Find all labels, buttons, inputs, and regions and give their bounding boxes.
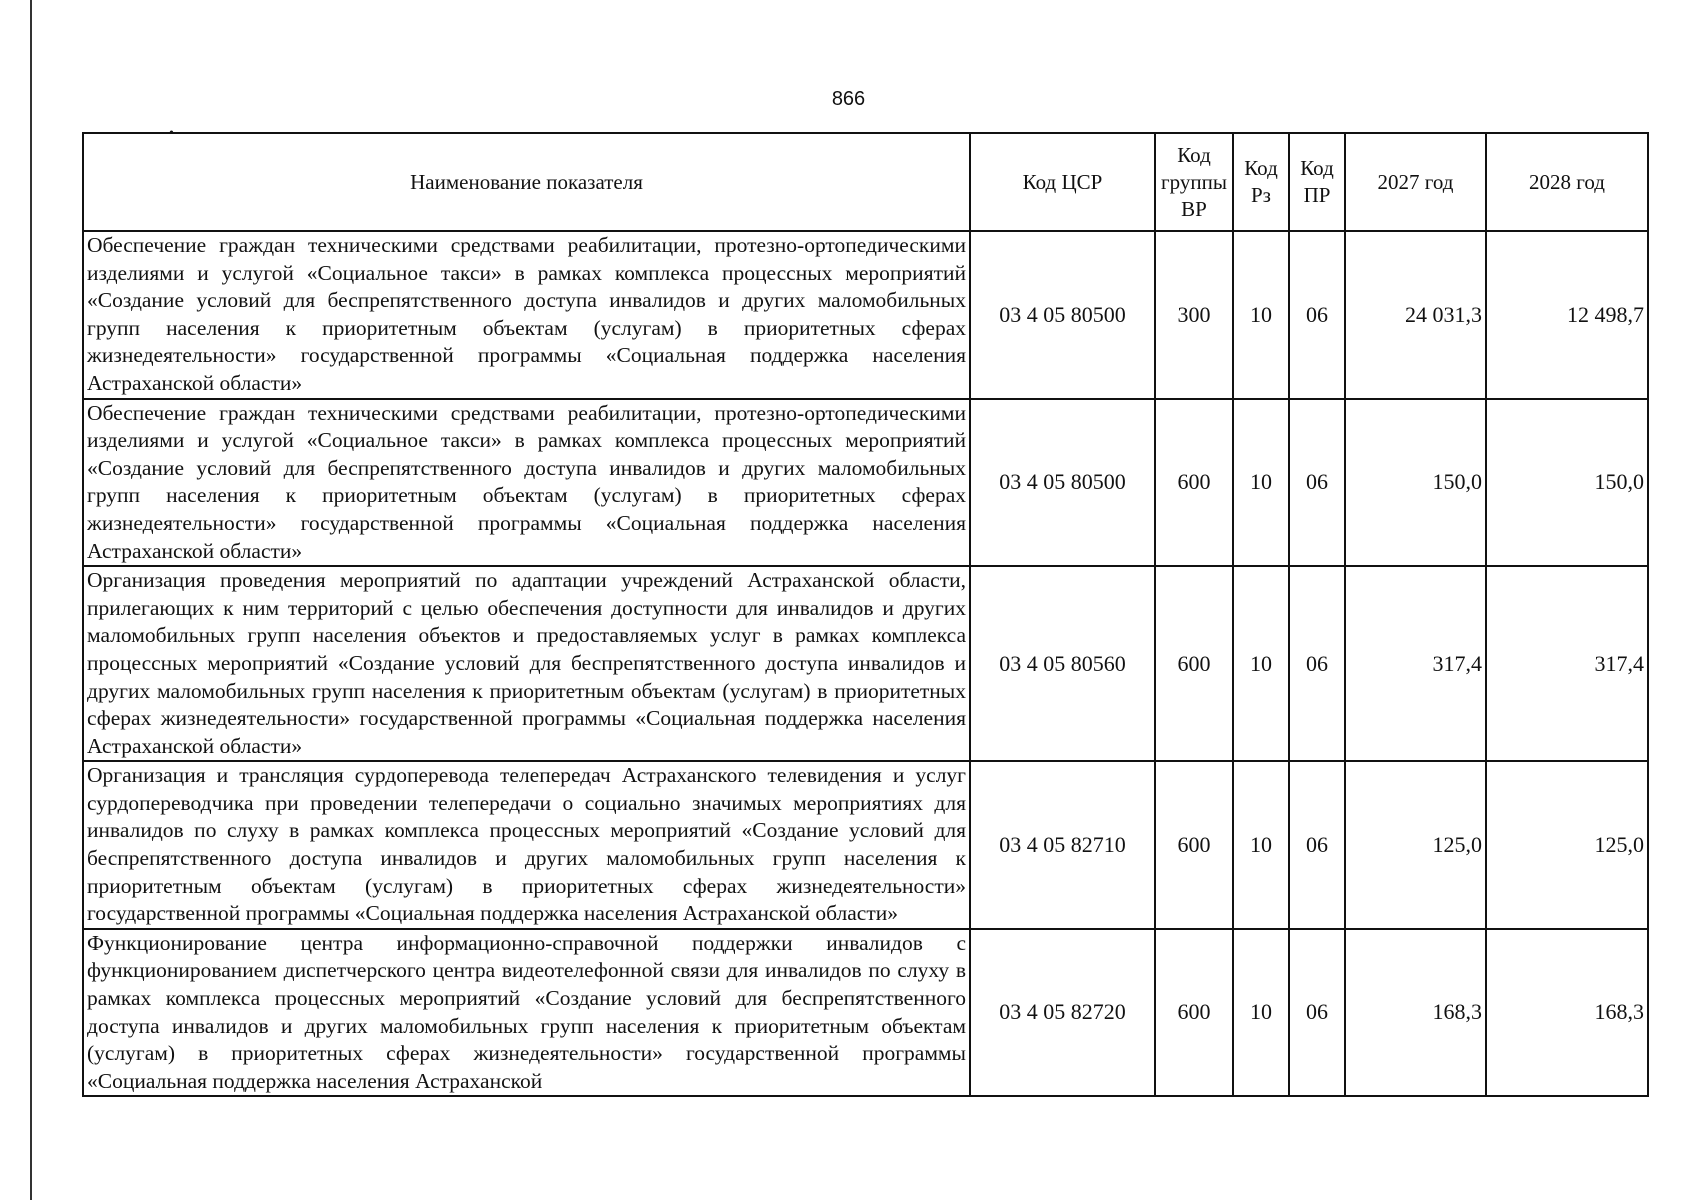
row-vr: 600 (1155, 566, 1233, 761)
row-rz: 10 (1233, 231, 1289, 399)
budget-table (82, 132, 1649, 1097)
row-csr: 03 4 05 82710 (970, 761, 1155, 929)
row-csr: 03 4 05 82720 (970, 929, 1155, 1096)
row-vr: 600 (1155, 761, 1233, 929)
header-csr: Код ЦСР (970, 133, 1155, 231)
row-csr: 03 4 05 80500 (970, 231, 1155, 399)
row-rz: 10 (1233, 761, 1289, 929)
row-vr: 600 (1155, 929, 1233, 1096)
table-row (83, 399, 1648, 567)
table-row (83, 231, 1648, 399)
table-row (83, 761, 1648, 929)
row-2027: 24 031,3 (1345, 231, 1486, 399)
row-2028: 168,3 (1486, 929, 1648, 1096)
row-pr: 06 (1289, 231, 1345, 399)
row-vr: 600 (1155, 399, 1233, 567)
scan-edge-line (30, 0, 32, 1200)
row-2028: 150,0 (1486, 399, 1648, 567)
row-csr: 03 4 05 80560 (970, 566, 1155, 761)
row-name (83, 929, 970, 1096)
header-2027: 2027 год (1345, 133, 1486, 231)
row-name: Организация и трансляция сурдоперевода телепередач Астраханского телевидения и услуг сурдопереводчика при проведении телепередачи о социально значимых мероприятиях для инвалидов по слуху в рамках комплекса процессных мероприятий «Создание условий для беспрепятственного доступа инвалидов и других маломобильных групп населения к приоритетным объектам (услугам) в приоритетных сферах жизнедеятельности» государственной программы «Социальная поддержка населения Астраханской области» (83, 761, 970, 929)
row-2027: 150,0 (1345, 399, 1486, 567)
row-pr: 06 (1289, 761, 1345, 929)
row-2027: 168,3 (1345, 929, 1486, 1096)
header-2028: 2028 год (1486, 133, 1648, 231)
table-row (83, 929, 1648, 1096)
row-rz: 10 (1233, 929, 1289, 1096)
row-2028: 317,4 (1486, 566, 1648, 761)
header-pr: Код ПР (1289, 133, 1345, 231)
row-2027: 317,4 (1345, 566, 1486, 761)
row-pr: 06 (1289, 399, 1345, 567)
row-pr: 06 (1289, 566, 1345, 761)
row-name: Обеспечение граждан техническими средствами реабилитации, протезно-ортопедическими изделиями и услугой «Социальное такси» в рамках комплекса процессных мероприятий «Создание условий для беспрепятственного доступа инвалидов и других маломобильных групп населения к приоритетным объектам (услугам) в приоритетных сферах жизнедеятельности» государственной программы «Социальная поддержка населения Астраханской области» (83, 399, 970, 567)
table-row (83, 566, 1648, 761)
table-header-row (83, 133, 1648, 231)
row-2028: 125,0 (1486, 761, 1648, 929)
header-vr: Код группы ВР (1155, 133, 1233, 231)
row-name: Обеспечение граждан техническими средствами реабилитации, протезно-ортопедическими изделиями и услугой «Социальное такси» в рамках комплекса процессных мероприятий «Создание условий для беспрепятственного доступа инвалидов и других маломобильных групп населения к приоритетным объектам (услугам) в приоритетных сферах жизнедеятельности» государственной программы «Социальная поддержка населения Астраханской области» (83, 231, 970, 399)
row-name: Организация проведения мероприятий по адаптации учреждений Астраханской области, прилегающих к ним территорий с целью обеспечения доступности для инвалидов и других маломобильных групп населения объектов и предоставляемых услуг в рамках комплекса процессных мероприятий «Создание условий для беспрепятственного доступа инвалидов и других маломобильных групп населения к приоритетным объектам (услугам) в приоритетных сферах жизнедеятельности» государственной программы «Социальная поддержка населения Астраханской области» (83, 566, 970, 761)
page-number: 866 (831, 88, 866, 110)
row-rz: 10 (1233, 399, 1289, 567)
row-rz: 10 (1233, 566, 1289, 761)
row-vr: 300 (1155, 231, 1233, 399)
header-rz: Код Рз (1233, 133, 1289, 231)
row-2028: 12 498,7 (1486, 231, 1648, 399)
row-name-text: Функционирование центра информационно-справочной поддержки инвалидов с функционированием диспетчерского центра видеотелефонной связи для инвалидов по слуху в рамках комплекса процессных мероприятий «Создание условий для беспрепятственного доступа инвалидов и других маломобильных групп населения к приоритетным объектам (услугам) в приоритетных сферах жизнедеятельности» государственной программы «Социальная поддержка населения Астраханской (87, 930, 966, 1093)
row-pr: 06 (1289, 929, 1345, 1096)
row-2027: 125,0 (1345, 761, 1486, 929)
row-csr: 03 4 05 80500 (970, 399, 1155, 567)
header-name: • Наименование показателя (83, 133, 970, 231)
